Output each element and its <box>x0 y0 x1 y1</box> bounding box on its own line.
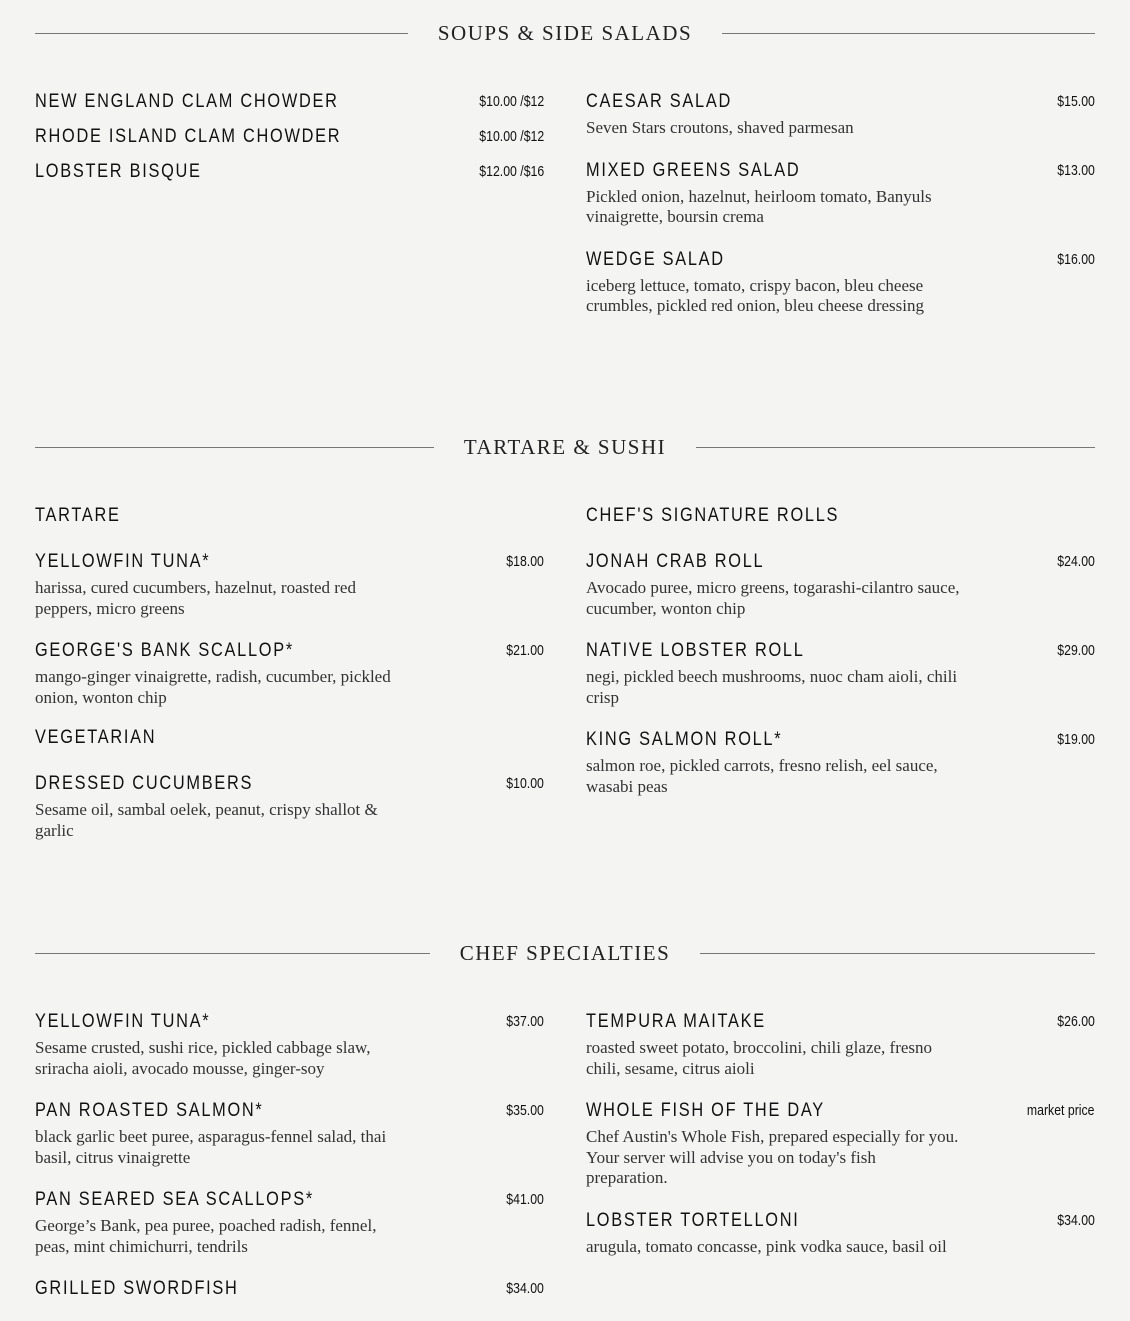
divider <box>722 33 1095 34</box>
divider <box>35 953 430 954</box>
menu-item <box>35 160 544 184</box>
divider <box>35 447 434 448</box>
menu-item-price: $37.00 <box>506 1013 544 1030</box>
salads-column <box>586 90 1095 337</box>
menu-item <box>35 1010 544 1079</box>
menu-item <box>35 125 544 149</box>
menu-item <box>586 159 1095 228</box>
menu-item-name: CAESAR SALAD <box>586 91 732 112</box>
menu-item-description: black garlic beet puree, asparagus-fennel salad, thai basil, citrus vinaigrette <box>35 1127 387 1167</box>
subheading-signature-rolls: CHEF'S SIGNATURE ROLLS <box>586 505 840 526</box>
menu-item-name: MIXED GREENS SALAD <box>586 159 801 181</box>
specialties-right-column <box>586 1010 1095 1277</box>
menu-item <box>586 1010 1095 1079</box>
tartare-column <box>35 504 544 861</box>
menu-item <box>35 639 544 708</box>
menu-item-name: TEMPURA MAITAKE <box>586 1011 766 1032</box>
menu-item <box>586 1099 1095 1189</box>
menu-item-description: iceberg lettuce, tomato, crispy bacon, bleu cheese crumbles, pickled red onion, bleu cheese dressing <box>586 275 925 315</box>
menu-item-price: $34.00 <box>1057 1211 1095 1229</box>
menu-item-name: WHOLE FISH OF THE DAY <box>586 1100 825 1121</box>
menu-item-name: PAN SEARED SEA SCALLOPS* <box>35 1189 314 1210</box>
menu-item-price: $13.00 <box>1057 161 1095 179</box>
subheading-tartare: TARTARE <box>35 505 121 526</box>
section-header-soups-salads <box>35 18 1095 48</box>
menu-item <box>586 1209 1095 1258</box>
menu-item <box>586 248 1095 317</box>
menu-item-description: harissa, cured cucumbers, hazelnut, roasted red peppers, micro greens <box>35 578 356 618</box>
menu-item-price: $19.00 <box>1057 731 1095 748</box>
menu-item-name: KING SALMON ROLL* <box>586 729 783 750</box>
menu-item-name: LOBSTER BISQUE <box>35 161 202 182</box>
menu-item <box>586 550 1095 619</box>
menu-item <box>35 550 544 619</box>
menu-item <box>586 639 1095 708</box>
section-title: SOUPS & SIDE SALADS <box>437 20 693 45</box>
menu-item-description: arugula, tomato concasse, pink vodka sauce, basil oil <box>586 1236 947 1256</box>
menu-item <box>35 1277 544 1301</box>
menu-item-price: $18.00 <box>506 553 544 570</box>
menu-item-description: Pickled onion, hazelnut, heirloom tomato, Banyuls vinaigrette, boursin crema <box>586 186 932 226</box>
menu-item-description: Seven Stars croutons, shaved parmesan <box>586 118 854 137</box>
menu-item-description: negi, pickled beech mushrooms, nuoc cham aioli, chili crisp <box>586 667 958 707</box>
section-title: CHEF SPECIALTIES <box>459 940 671 965</box>
menu-item-name: GRILLED SWORDFISH <box>35 1278 239 1299</box>
soups-column <box>35 90 544 195</box>
menu-item-description: Chef Austin's Whole Fish, prepared especially for you. Your server will advise you on today's fish preparation. <box>586 1127 959 1187</box>
menu-item-name: PAN ROASTED SALMON* <box>35 1100 264 1121</box>
menu-item-description: Avocado puree, micro greens, togarashi-cilantro sauce, cucumber, wonton chip <box>586 578 960 618</box>
menu-item <box>586 90 1095 139</box>
menu-item <box>35 1099 544 1168</box>
menu-item <box>586 728 1095 797</box>
menu-item-name: NATIVE LOBSTER ROLL <box>586 640 805 661</box>
menu-item-name: WEDGE SALAD <box>586 248 725 270</box>
menu-item-name: YELLOWFIN TUNA* <box>35 551 211 572</box>
menu-item <box>35 1188 544 1257</box>
menu-item-description: roasted sweet potato, broccolini, chili glaze, fresno chili, sesame, citrus aioli <box>586 1038 933 1078</box>
menu-item-description: Sesame crusted, sushi rice, pickled cabbage slaw, sriracha aioli, avocado mousse, ginger-soy <box>35 1038 371 1078</box>
menu-item-price: $16.00 <box>1057 250 1095 268</box>
menu-item-price: $41.00 <box>506 1191 544 1208</box>
section-title: TARTARE & SUSHI <box>463 434 667 459</box>
menu-item-description: mango-ginger vinaigrette, radish, cucumber, pickled onion, wonton chip <box>35 667 391 707</box>
menu-item-name: GEORGE'S BANK SCALLOP* <box>35 640 294 661</box>
menu-item-description: salmon roe, pickled carrots, fresno relish, eel sauce, wasabi peas <box>586 756 938 796</box>
menu-item-price: $29.00 <box>1057 642 1095 659</box>
menu-item-price: $21.00 <box>506 642 544 659</box>
menu-item-name: RHODE ISLAND CLAM CHOWDER <box>35 126 342 147</box>
menu-item-price: $24.00 <box>1057 553 1095 570</box>
menu-item-price: $10.00 /$12 <box>479 93 544 110</box>
section-header-chef-specialties <box>35 938 1095 968</box>
divider <box>696 447 1095 448</box>
menu-item-price: $10.00 /$12 <box>479 128 544 145</box>
menu-item-price: $15.00 <box>1057 93 1095 110</box>
divider <box>35 33 408 34</box>
menu-item-price: $35.00 <box>506 1102 544 1119</box>
menu-item <box>35 90 544 114</box>
menu-item-name: YELLOWFIN TUNA* <box>35 1011 211 1032</box>
menu-item-name: LOBSTER TORTELLONI <box>586 1209 800 1231</box>
divider <box>700 953 1095 954</box>
subheading-vegetarian: VEGETARIAN <box>35 727 157 748</box>
rolls-column <box>586 504 1095 817</box>
menu-item-price: $10.00 <box>506 775 544 792</box>
menu-item-description: George’s Bank, pea puree, poached radish, fennel, peas, mint chimichurri, tendrils <box>35 1216 377 1256</box>
menu-item-price: $34.00 <box>506 1280 544 1297</box>
menu-item-description: Sesame oil, sambal oelek, peanut, crispy shallot & garlic <box>35 800 378 840</box>
menu-item-name: DRESSED CUCUMBERS <box>35 773 254 794</box>
menu-item-price: $26.00 <box>1057 1013 1095 1030</box>
menu-item <box>35 772 544 841</box>
menu-item-name: NEW ENGLAND CLAM CHOWDER <box>35 91 339 112</box>
section-header-tartare-sushi <box>35 432 1095 462</box>
menu-item-price: market price <box>1027 1102 1095 1119</box>
menu-item-price: $12.00 /$16 <box>479 163 544 180</box>
specialties-left-column <box>35 1010 544 1321</box>
menu-item-name: JONAH CRAB ROLL <box>586 551 765 572</box>
